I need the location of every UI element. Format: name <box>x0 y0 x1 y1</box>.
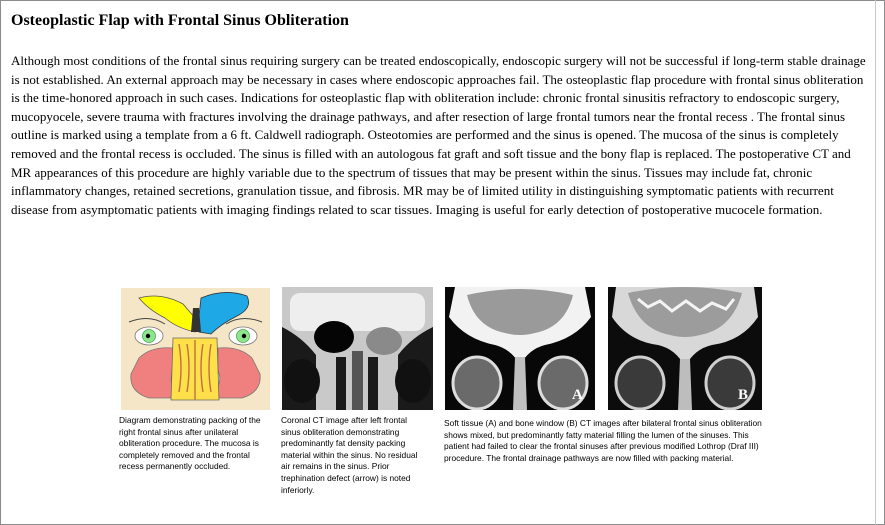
page-title: Osteoplastic Flap with Frontal Sinus Obliteration <box>11 12 349 29</box>
ct-soft-tissue-image <box>445 287 595 410</box>
bilateral-ct-caption: Soft tissue (A) and bone window (B) CT images after bilateral frontal sinus obliteration shows mixed, but predominantly fatty material filling the lumen of the sinuses. This patient had failed to clear the frontal sinuses after previous modified Lothrop (Draf III) procedure. The frontal drainage pathways are now filled with packing material. <box>444 418 762 463</box>
article-body: Although most conditions of the frontal sinus requiring surgery can be treated endoscopically, endoscopic surgery will not be successful if long-term stable drainage is not established. An external approach may be necessary in cases where endoscopic approaches fail. The osteoplastic flap procedure with frontal sinus obliteration is the time-honored approach in such cases. Indications for osteoplastic flap with obliteration include: chronic frontal sinusitis refractory to endoscopic surgery, mucopyocele, severe trauma with fractures involving the drainage pathways, and after resection of large frontal tumors near the frontal recess . The frontal sinus outline is marked using a template from a 6 ft. Caldwell radiograph. Osteotomies are performed and the sinus is opened. The mucosa of the sinus is completely removed and the frontal recess is occluded. The sinus is filled with an autologous fat graft and soft tissue and the bony flap is replaced. The postoperative CT and MR appearances of this procedure are highly variable due to the spectrum of tissues that may be present within the sinus. Tissues may include fat, chronic inflammatory changes, retained secretions, granulation tissue, and fibrosis. MR may be of limited utility in distinguishing symptomatic patients with recurrent disease from asymptomatic patients with imaging findings related to scar tissues. Imaging is useful for early detection of postoperative mucocele formation. <box>11 53 866 217</box>
coronal-ct-image <box>282 287 433 410</box>
coronal-ct-caption: Coronal CT image after left frontal sinus obliteration demonstrating predominantly fat density packing material within the sinus. No residual air remains in the sinus. Prior trephination defect (arrow) is noted inferiorly. <box>281 415 418 495</box>
sinus-packing-diagram <box>121 288 270 410</box>
panel-label-a: A <box>572 387 583 403</box>
scrollbar-edge <box>875 0 876 525</box>
panel-label-b: B <box>738 387 749 403</box>
ct-bone-window-image <box>608 287 762 410</box>
diagram-caption: Diagram demonstrating packing of the right frontal sinus after unilateral obliteration procedure. The mucosa is completely removed and the frontal recess permanently occluded. <box>119 415 261 472</box>
